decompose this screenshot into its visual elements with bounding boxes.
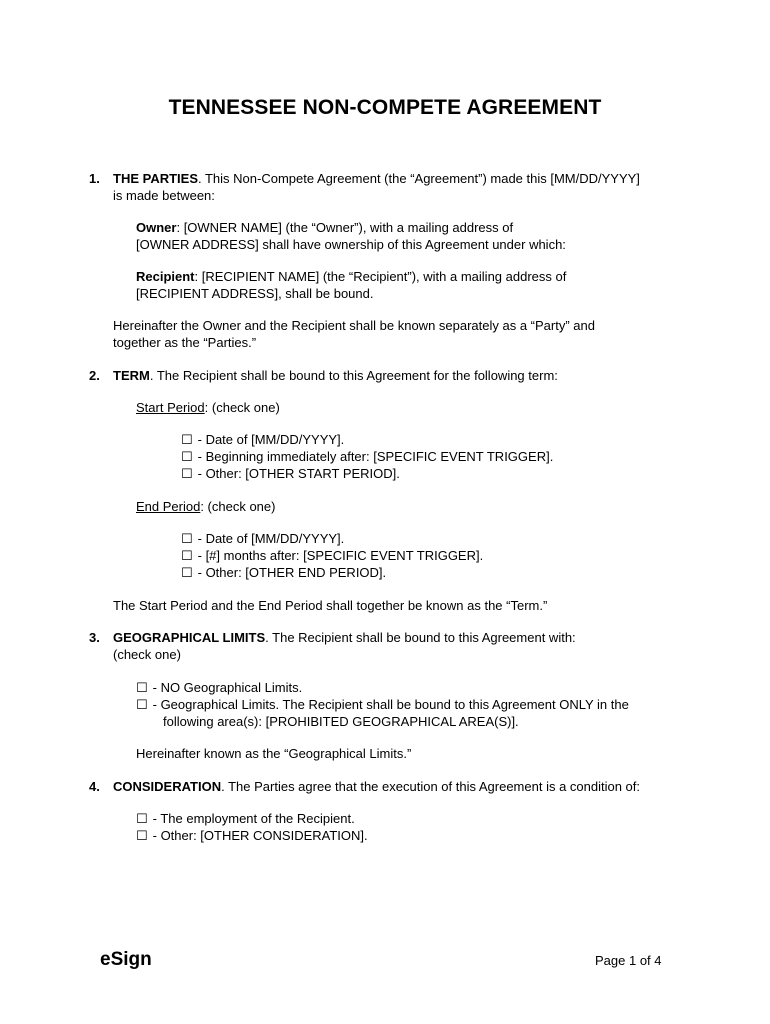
start-option-2[interactable] <box>181 448 701 465</box>
checkbox-icon[interactable]: ☐ <box>136 697 148 712</box>
section-1-parties <box>113 170 693 204</box>
consideration-option-1-text: - The employment of the Recipient. <box>152 811 355 826</box>
end-option-2-text: - [#] months after: [SPECIFIC EVENT TRIGGER]. <box>197 548 484 563</box>
parties-definition-text: Hereinafter the Owner and the Recipient shall be known separately as a “Party” and <box>113 318 595 333</box>
start-option-2-text: - Beginning immediately after: [SPECIFIC EVENT TRIGGER]. <box>197 449 554 464</box>
section-4-text: . The Parties agree that the execution of this Agreement is a condition of: <box>221 779 641 794</box>
checkbox-icon[interactable]: ☐ <box>181 531 193 546</box>
recipient-label: Recipient <box>136 269 195 284</box>
checkbox-icon[interactable]: ☐ <box>136 680 148 695</box>
start-option-3[interactable] <box>181 465 701 482</box>
start-option-1[interactable] <box>181 431 701 448</box>
consideration-option-1[interactable] <box>136 810 696 827</box>
section-4-consideration <box>113 778 693 795</box>
parties-definition-text-2: together as the “Parties.” <box>113 335 257 350</box>
checkbox-icon[interactable]: ☐ <box>181 432 193 447</box>
start-period-options <box>181 431 701 482</box>
geo-options <box>136 679 696 730</box>
parties-definition <box>113 317 693 351</box>
section-1-number: 1. <box>89 171 100 186</box>
start-period-label <box>136 399 280 416</box>
checkbox-icon[interactable]: ☐ <box>181 548 193 563</box>
section-1-heading: THE PARTIES <box>113 171 198 186</box>
recipient-text-2: [RECIPIENT ADDRESS], shall be bound. <box>136 286 374 301</box>
page-indicator: Page 1 of 4 <box>595 953 662 968</box>
end-option-3-text: - Other: [OTHER END PERIOD]. <box>197 565 387 580</box>
section-3-number: 3. <box>89 630 100 645</box>
section-3-text: . The Recipient shall be bound to this Agreement with: <box>265 630 576 645</box>
checkbox-icon[interactable]: ☐ <box>181 565 193 580</box>
section-2-term <box>113 367 693 384</box>
end-period-label <box>136 498 275 515</box>
end-period-heading: End Period <box>136 499 201 514</box>
geo-definition: Hereinafter known as the “Geographical Limits.” <box>136 746 412 761</box>
section-1-text: . This Non-Compete Agreement (the “Agreement”) made this [MM/DD/YYYY] <box>198 171 640 186</box>
recipient-text: : [RECIPIENT NAME] (the “Recipient”), with a mailing address of <box>194 269 567 284</box>
end-period-suffix: : (check one) <box>200 499 276 514</box>
geo-option-2-text-2: following area(s): [PROHIBITED GEOGRAPHICAL AREA(S)]. <box>163 714 519 729</box>
start-option-3-text: - Other: [OTHER START PERIOD]. <box>197 466 400 481</box>
owner-clause <box>136 219 696 253</box>
section-2-text: . The Recipient shall be bound to this Agreement for the following term: <box>149 368 558 383</box>
geo-option-2-text: - Geographical Limits. The Recipient shall be bound to this Agreement ONLY in the <box>152 697 629 712</box>
section-3-text-2: (check one) <box>113 647 181 662</box>
checkbox-icon[interactable]: ☐ <box>181 466 193 481</box>
section-4-number: 4. <box>89 779 100 794</box>
geo-option-1-text: - NO Geographical Limits. <box>152 680 303 695</box>
esign-logo[interactable]: eSign <box>100 949 152 970</box>
section-3-heading: GEOGRAPHICAL LIMITS <box>113 630 266 645</box>
section-4-heading: CONSIDERATION <box>113 779 222 794</box>
end-option-2[interactable] <box>181 547 701 564</box>
end-option-1-text: - Date of [MM/DD/YYYY]. <box>197 531 345 546</box>
section-2-number: 2. <box>89 368 100 383</box>
geo-option-2[interactable] <box>136 696 696 713</box>
geo-option-1[interactable] <box>136 679 696 696</box>
start-option-1-text: - Date of [MM/DD/YYYY]. <box>197 432 345 447</box>
owner-text: : [OWNER NAME] (the “Owner”), with a mailing address of <box>176 220 514 235</box>
start-period-suffix: : (check one) <box>204 400 280 415</box>
end-option-3[interactable] <box>181 564 701 581</box>
owner-label: Owner <box>136 220 177 235</box>
consideration-option-2-text: - Other: [OTHER CONSIDERATION]. <box>152 828 368 843</box>
checkbox-icon[interactable]: ☐ <box>136 828 148 843</box>
consideration-options <box>136 810 696 844</box>
section-1-text-2: is made between: <box>113 188 215 203</box>
checkbox-icon[interactable]: ☐ <box>181 449 193 464</box>
checkbox-icon[interactable]: ☐ <box>136 811 148 826</box>
owner-text-2: [OWNER ADDRESS] shall have ownership of this Agreement under which: <box>136 237 566 252</box>
end-period-options <box>181 530 701 581</box>
term-definition: The Start Period and the End Period shall together be known as the “Term.” <box>113 598 548 613</box>
recipient-clause <box>136 268 696 302</box>
section-2-heading: TERM <box>113 368 150 383</box>
start-period-heading: Start Period <box>136 400 205 415</box>
document-title: TENNESSEE NON-COMPETE AGREEMENT <box>168 96 602 119</box>
end-option-1[interactable] <box>181 530 701 547</box>
section-3-geographical-limits <box>113 629 693 663</box>
consideration-option-2[interactable] <box>136 827 696 844</box>
